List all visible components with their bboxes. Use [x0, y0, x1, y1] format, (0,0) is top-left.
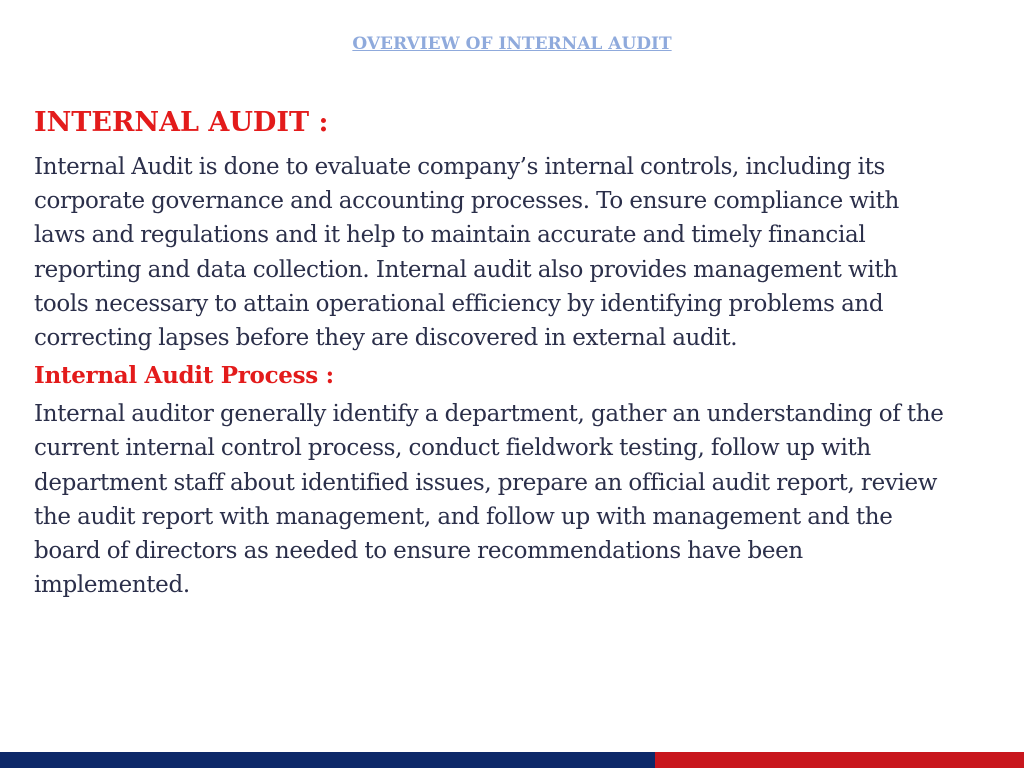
- footer-bar-red-segment: [655, 752, 1024, 768]
- footer-bar: [0, 752, 1024, 768]
- internal-audit-process-heading: Internal Audit Process :: [34, 362, 334, 390]
- footer-bar-navy-segment: [0, 752, 655, 768]
- slide-content: [34, 104, 954, 602]
- internal-audit-process-paragraph: Internal auditor generally identify a department, gather an understanding of the current internal control process, conduct fieldwork testing, follow up with department staff about identified issues, prepare an official audit report, review the audit report with management, and follow up with management and the board of directors as needed to ensure recommendations have been implemented.: [34, 401, 944, 599]
- internal-audit-heading: INTERNAL AUDIT :: [34, 107, 329, 138]
- internal-audit-paragraph: Internal Audit is done to evaluate company’s internal controls, including its corporate governance and accounting processes. To ensure compliance with laws and regulations and it help to maintain accurate and timely financial reporting and data collection. Internal audit also provides management with tools necessary to attain operational efficiency by identifying problems and correcting lapses before they are discovered in external audit.: [34, 154, 900, 352]
- slide-title: OVERVIEW OF INTERNAL AUDIT: [352, 34, 672, 54]
